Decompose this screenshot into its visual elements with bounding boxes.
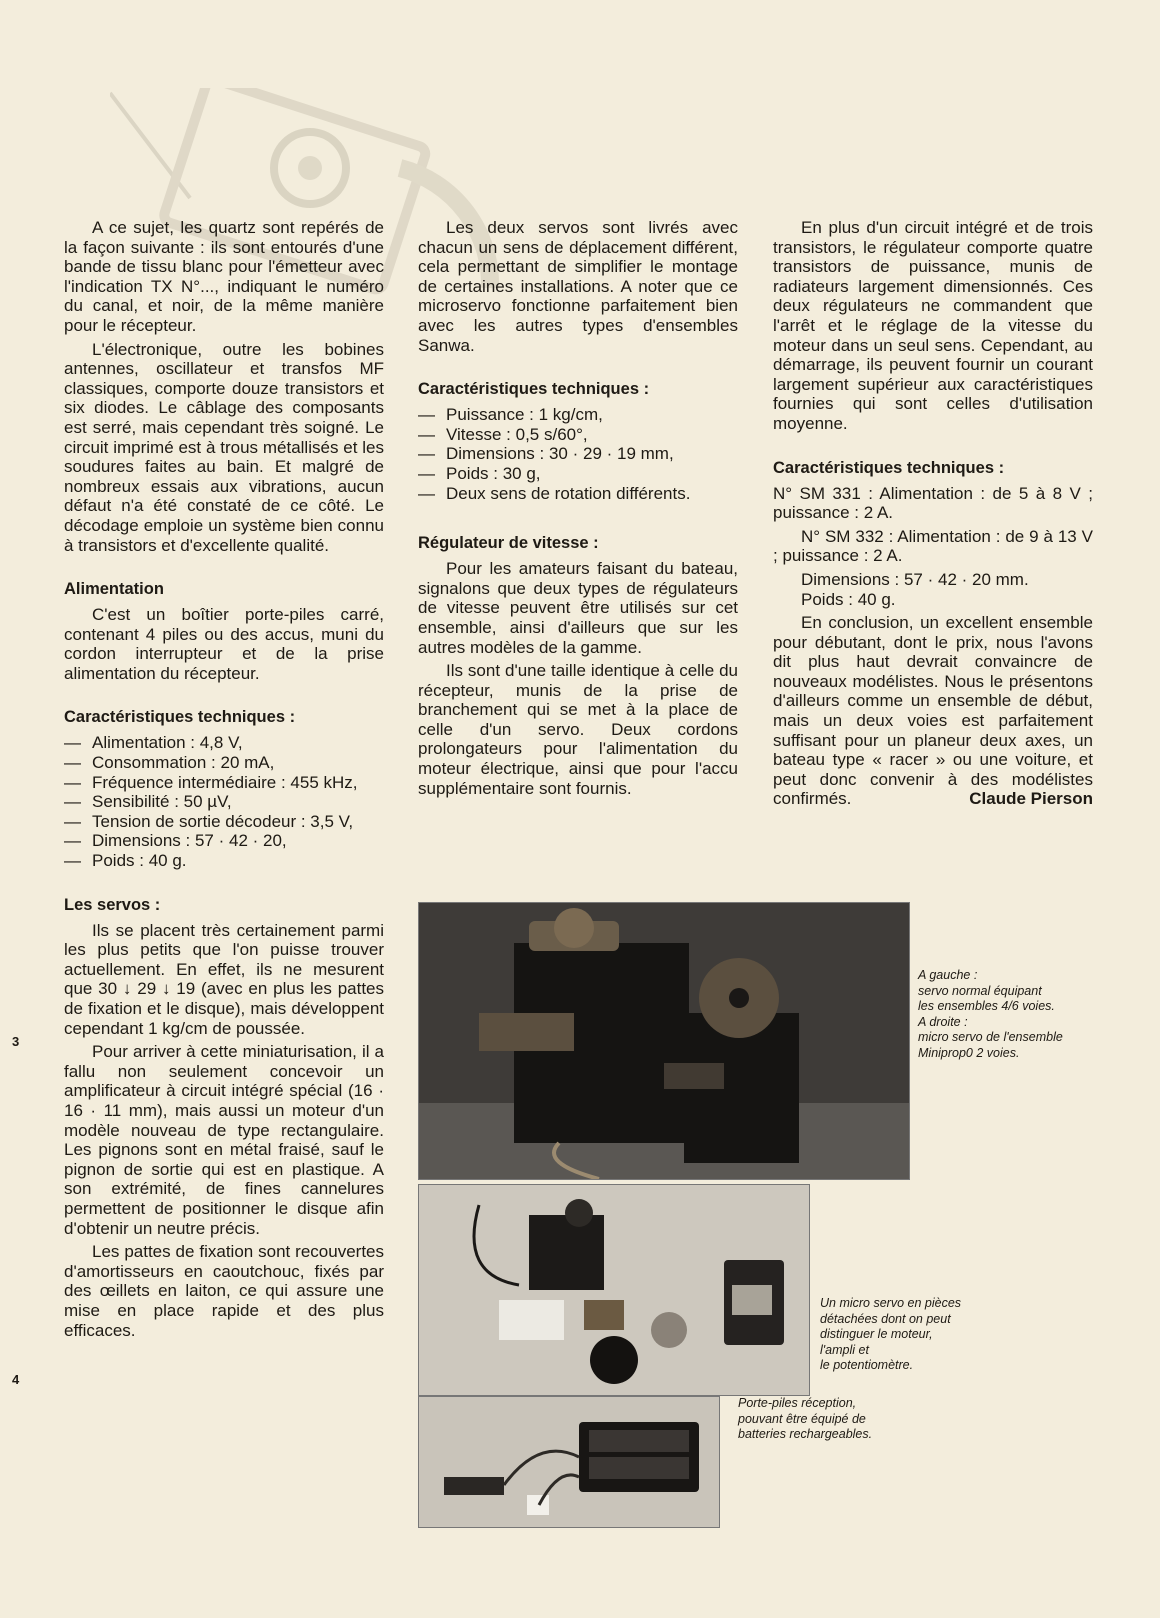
- spec-item: — Tension de sortie décodeur : 3,5 V,: [64, 811, 354, 831]
- section-heading-caracteristiques: Caractéristiques techniques :: [418, 380, 650, 399]
- paragraph: En conclusion, un excellent ensemble pour débutant, dont le prix, nous l'avons dit plus haut devrait convaincre de nouveaux modélistes. Nous le présentons d'ailleurs comme un ensemble de début, mais un deux voies est parfaitement suffisant pour un planeur deux axes, un bateau type « racer » ou une voiture, et peut donc convenir à des modélistes confirmés.: [773, 613, 1093, 809]
- photo-servos: [418, 902, 910, 1180]
- spec-item: — Poids : 40 g.: [64, 851, 187, 871]
- paragraph: Ils se placent très certainement parmi les plus petits que l'on puisse trouver actuellement. En effet, ils ne mesurent que 30 ↓ 29 ↓ 19 (avec en plus les pattes de fixation et le disque), mais développent cependant 1 kg/cm de poussée.: [64, 920, 384, 1038]
- paragraph: Les pattes de fixation sont recouvertes d'amortisseurs en caoutchouc, fixés par des œillets en laiton, ce qui assure une mise en place rapide et des plus efficaces.: [64, 1242, 384, 1340]
- photo-micro-servo-parts: [418, 1184, 810, 1396]
- section-heading-servos: Les servos :: [64, 895, 161, 914]
- servo-illustration: [419, 903, 909, 1179]
- paragraph: A ce sujet, les quartz sont repérés de la façon suivante : ils sont entourés d'une bande de tissu blanc pour l'émetteur avec l'indication TX N°..., indiquant le numéro du canal, et noir, de la même manière pour le récepteur.: [64, 218, 384, 335]
- paragraph: Pour arriver à cette miniaturisation, il a fallu non seulement concevoir un amplificateur à circuit intégré spécial (16 · 16 · 11 mm), mais aussi un moteur d'un modèle nouveau de type rectangulaire. Les pignons sont en métal fraisé, sauf le pignon de sortie qui est en plastique. A son extrémité, de fines cannelures permettent de positionner le disque afin d'obtenir un neutre précis.: [64, 1042, 384, 1238]
- battery-holder-illustration: [419, 1397, 719, 1527]
- spec-item: — Poids : 30 g,: [418, 463, 541, 483]
- spec-dimensions: Dimensions : 57 · 42 · 20 mm.: [801, 569, 1029, 589]
- paragraph: Les deux servos sont livrés avec chacun un sens de déplacement différent, cela permettant de simplifier le montage de certaines installations. A noter que ce microservo fonctionne parfaitement bien avec les autres types d'ensembles Sanwa.: [418, 218, 738, 355]
- spec-item: — Alimentation : 4,8 V,: [64, 733, 243, 753]
- spec-item: — Sensibilité : 50 µV,: [64, 792, 232, 812]
- spec-sm332: N° SM 332 : Alimentation : de 9 à 13 V ; puissance : 2 A.: [773, 526, 1093, 566]
- section-heading-caracteristiques: Caractéristiques techniques :: [64, 708, 296, 727]
- spec-poids: Poids : 40 g.: [801, 589, 896, 609]
- caption-photo-1: A gauche : servo normal équipant les ensembles 4/6 voies. A droite : micro servo de l'ensemble Miniprop0 2 voies.: [918, 968, 1063, 1060]
- spec-item: — Puissance : 1 kg/cm,: [418, 405, 603, 425]
- spec-item: — Dimensions : 57 · 42 · 20,: [64, 831, 287, 851]
- column-1: [64, 218, 384, 1340]
- spec-item: — Dimensions : 30 · 29 · 19 mm,: [418, 444, 674, 464]
- paragraph: En plus d'un circuit intégré et de trois transistors, le régulateur comporte quatre transistors de puissance, munis de radiateurs largement dimensionnés. Ces deux régulateurs ne commandent que l'arrêt et le réglage de la vitesse du moteur dans un seul sens. Cependant, au démarrage, ils peuvent fournir un courant largement supérieur aux caractéristiques fournies qui sont celles d'utilisation moyenne.: [773, 218, 1093, 433]
- page-number: 4: [12, 1372, 20, 1387]
- paragraph: Pour les amateurs faisant du bateau, signalons que deux types de régulateurs de vitesse peuvent être utilisés sur cet ensemble, ainsi d'ailleurs que sur les autres modèles de la gamme.: [418, 559, 738, 657]
- page-number: 3: [12, 1034, 20, 1049]
- spec-list: [64, 733, 384, 870]
- spec-item: — Consommation : 20 mA,: [64, 753, 275, 773]
- servo-parts-illustration: [419, 1185, 809, 1395]
- photo-battery-holder: [418, 1396, 720, 1528]
- column-2: [418, 218, 738, 798]
- paragraph: L'électronique, outre les bobines antennes, oscillateur et transfos MF classiques, comporte douze transistors et six diodes. Le câblage des composants est serré, mais cependant très soigné. Le circuit imprimé est à trous métallisés et les soudures faites au bain. Et malgré de nombreux essais aux vibrations, aucun défaut n'a été constaté de ce côté. Le décodage emploie un système bien connu à transistors et d'excellente qualité.: [64, 339, 384, 555]
- paragraph: C'est un boîtier porte-piles carré, contenant 4 piles ou des accus, muni du cordon interrupteur et de la prise alimentation du récepteur.: [64, 605, 384, 683]
- spec-item: — Deux sens de rotation différents.: [418, 483, 691, 503]
- spec-item: — Vitesse : 0,5 s/60°,: [418, 424, 588, 444]
- paragraph: Ils sont d'une taille identique à celle du récepteur, munis de la prise de branchement qui se met à la place de celle d'un servo. Deux cordons prolongateurs pour l'alimentation du moteur électrique, ainsi que pour l'accu supplémentaire sont fournis.: [418, 661, 738, 798]
- section-heading-regulateur: Régulateur de vitesse :: [418, 534, 599, 553]
- caption-photo-3: Porte-piles réception, pouvant être équipé de batteries rechargeables.: [738, 1396, 873, 1441]
- section-heading-alimentation: Alimentation: [64, 580, 164, 599]
- column-3: [773, 218, 1093, 809]
- spec-sm331: N° SM 331 : Alimentation : de 5 à 8 V ; puissance : 2 A.: [773, 483, 1093, 523]
- spec-item: — Fréquence intermédiaire : 455 kHz,: [64, 772, 358, 792]
- caption-photo-2: Un micro servo en pièces détachées dont on peut distinguer le moteur, l'ampli et le potentiomètre.: [820, 1296, 962, 1372]
- author-signature: Claude Pierson: [969, 789, 1093, 809]
- section-heading-caracteristiques: Caractéristiques techniques :: [773, 458, 1005, 477]
- spec-list: [418, 405, 738, 503]
